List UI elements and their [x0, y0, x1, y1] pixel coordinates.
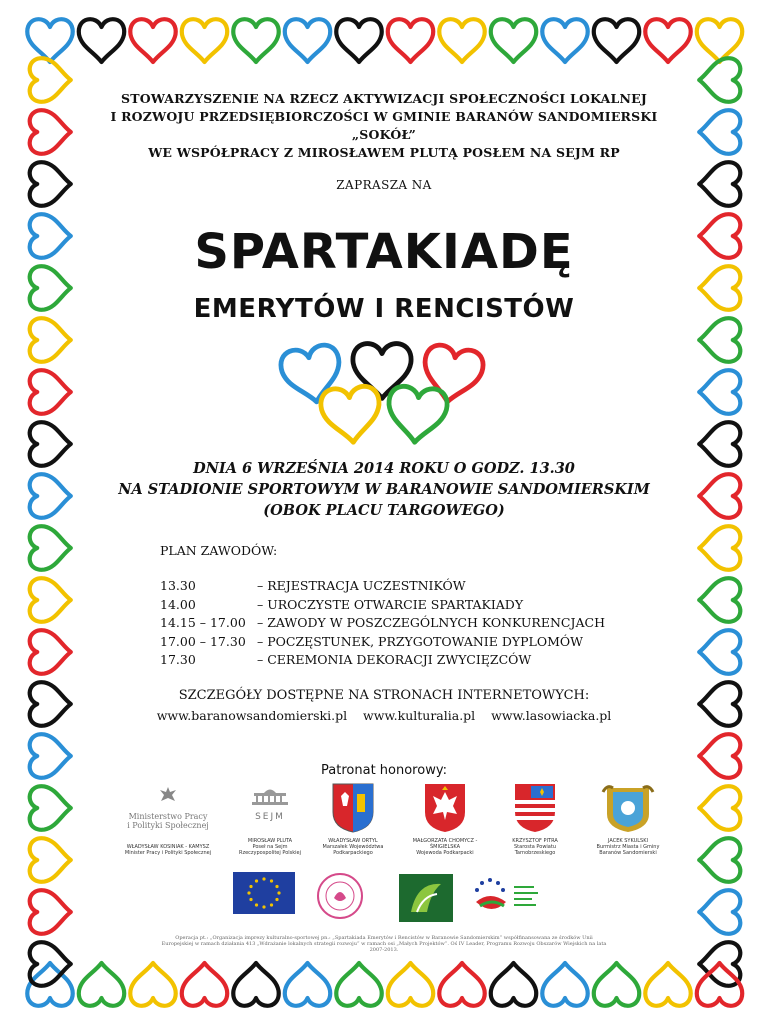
heart-icon [30, 578, 71, 622]
heart-icon [386, 385, 449, 445]
leader-icon [397, 872, 455, 924]
heart-icon [130, 19, 175, 62]
ministry-logo: Ministerstwo Pracy i Polityki Społecznej WŁADYSŁAW KOSINIAK - KAMYSZ Minister Pracy i Polityki Społecznej [118, 784, 218, 856]
schedule-time: 17.30 [160, 652, 196, 668]
eagle-icon [156, 784, 180, 808]
eu-flag-icon [233, 872, 295, 914]
organizer-line-1: STOWARZYSZENIE NA RZECZ AKTYWIZACJI SPOŁECZNOŚCI LOKALNEJ [121, 91, 647, 106]
heart-icon [645, 19, 690, 62]
heart-icon [699, 630, 740, 674]
heart-icon [699, 526, 740, 570]
links-row [0, 708, 768, 723]
heart-icon [388, 963, 433, 1006]
heart-icon [27, 19, 72, 62]
heart-icon [699, 786, 740, 830]
link-baranow[interactable]: www.baranowsandomierski.pl [156, 708, 348, 723]
footnote: Operacja pt.: „Organizacja imprezy kulturalno-sportowej pn.: „Spartakiada Emerytów i Rencistów w Baranowie Sandomierskim” współfinansowana ze środków Unii Europejskiej w ramach działania 413 „Wdrażanie lokalnych strategii rozwoju” w ramach osi „Małych Projektów”. Oś IV Leader, Programu Rozwoju Obszarów Wiejskich na lata 2007-2013. [161, 935, 607, 953]
lgd-badge-icon [316, 872, 364, 920]
tarnobrzeg-county-crest: KRZYSZTOF PITRA Starosta Powiatu Tarnobrzeskiego [500, 782, 570, 856]
heart-icon [542, 19, 587, 62]
heart-icon [30, 786, 71, 830]
heart-icon [336, 19, 381, 62]
plan-title: PLAN ZAWODÓW: [160, 543, 278, 558]
schedule-time: 14.15 – 17.00 [160, 615, 246, 631]
heart-icon [233, 19, 278, 62]
lasowiacka-badge [315, 872, 365, 924]
schedule-time: 14.00 [160, 596, 196, 612]
baranow-crest: JACEK SYKULSKI Burmistrz Miasta i Gminy Baranów Sandomierski [588, 782, 668, 856]
heart-icon [388, 19, 433, 62]
heart-icon [439, 963, 484, 1006]
prow-logo [470, 872, 554, 928]
schedule-time: 17.00 – 17.30 [160, 633, 246, 649]
eu-logo [232, 872, 296, 918]
heart-icon [699, 890, 740, 934]
heart-icon [697, 19, 742, 62]
event-place: NA STADIONIE SPORTOWYM W BARANOWIE SANDOMIERSKIM [118, 481, 650, 498]
ram-shield-icon [601, 782, 655, 834]
heart-icon [336, 963, 381, 1006]
schedule-row [160, 614, 605, 633]
heart-icon [699, 578, 740, 622]
schedule-row [160, 651, 605, 670]
event-subtitle: EMERYTÓW I RENCISTÓW [193, 294, 575, 324]
heart-icon [79, 963, 124, 1006]
organizer-line-3: „SOKÓŁ” [351, 127, 417, 142]
heart-icon [30, 838, 71, 882]
olympic-hearts-emblem [270, 334, 500, 454]
invite-text: ZAPRASZA NA [336, 178, 432, 192]
schedule-desc: – POCZĘSTUNEK, PRZYGOTOWANIE DYPLOMÓW [257, 633, 583, 649]
heart-icon [491, 19, 536, 62]
heart-icon [320, 385, 383, 445]
heart-icon [233, 963, 278, 1006]
podkarpackie-crest: WŁADYSŁAW ORTYL Marszałek Województwa Podkarpackiego [318, 782, 388, 856]
details-text: SZCZEGÓŁY DOSTĘPNE NA STRONACH INTERNETOWYCH: [178, 688, 590, 703]
heart-icon [594, 963, 639, 1006]
organizer-block [0, 90, 768, 162]
sejm-building-icon [250, 786, 290, 808]
heart-icon [30, 890, 71, 934]
heart-icon [182, 963, 227, 1006]
heart-icon [182, 19, 227, 62]
organizer-line-2: I ROZWOJU PRZEDSIĘBIORCZOŚCI W GMINIE BARANÓW SANDOMIERSKI [110, 109, 658, 124]
link-lasowiacka[interactable]: www.lasowiacka.pl [491, 708, 612, 723]
heart-icon [699, 370, 740, 414]
eagle-shield-icon [423, 782, 467, 834]
heart-icon [130, 963, 175, 1006]
event-date: DNIA 6 WRZEŚNIA 2014 ROKU O GODZ. 13.30 [193, 460, 575, 477]
heart-icon [285, 19, 330, 62]
event-title: SPARTAKIADĘ [194, 224, 574, 280]
county-shield-icon [513, 782, 557, 834]
schedule-desc: – CEREMONIA DEKORACJI ZWYCIĘZCÓW [257, 652, 532, 668]
organizer-line-4: WE WSPÓŁPRACY Z MIROSŁAWEM PLUTĄ POSŁEM NA SEJM RP [148, 145, 620, 160]
schedule-desc: – UROCZYSTE OTWARCIE SPARTAKIADY [257, 596, 524, 612]
schedule-time: 13.30 [160, 578, 196, 593]
heart-icon [594, 19, 639, 62]
shield-icon [331, 782, 375, 834]
ministry-name: Ministerstwo Pracy i Polityki Społecznej [127, 812, 209, 830]
schedule-row [160, 596, 605, 615]
schedule-row [160, 633, 605, 652]
schedule-list [160, 577, 605, 670]
link-kulturalia[interactable]: www.kulturalia.pl [363, 708, 476, 723]
heart-icon [79, 19, 124, 62]
heart-icon [30, 526, 71, 570]
heart-icon [353, 344, 411, 399]
patronat-title: Patronat honorowy: [321, 763, 447, 778]
heart-icon [419, 343, 486, 407]
heart-icon [30, 630, 71, 674]
prow-icon [470, 872, 554, 924]
heart-icon [30, 370, 71, 414]
heart-icon [645, 963, 690, 1006]
heart-icon [285, 963, 330, 1006]
schedule-desc: – ZAWODY W POSZCZEGÓLNYCH KONKURENCJACH [257, 615, 605, 631]
heart-icon [279, 343, 346, 407]
sejm-name: SEJM [255, 812, 285, 822]
schedule-desc: – REJESTRACJA UCZESTNIKÓW [257, 578, 466, 593]
heart-icon [491, 963, 536, 1006]
heart-icon [699, 838, 740, 882]
heart-icon [439, 19, 484, 62]
sejm-logo: SEJM MIROSŁAW PLUTA Poseł na Sejm Rzeczypospolitej Polskiej [232, 786, 308, 856]
schedule-row [160, 577, 605, 596]
leader-logo [395, 872, 457, 928]
heart-icon [542, 963, 587, 1006]
event-place-note: (OBOK PLACU TARGOWEGO) [263, 502, 505, 519]
poland-eagle-crest: MAŁGORZATA CHOMYCZ - ŚMIGIELSKA Wojewoda Podkarpacki [410, 782, 480, 856]
event-info [0, 458, 768, 521]
